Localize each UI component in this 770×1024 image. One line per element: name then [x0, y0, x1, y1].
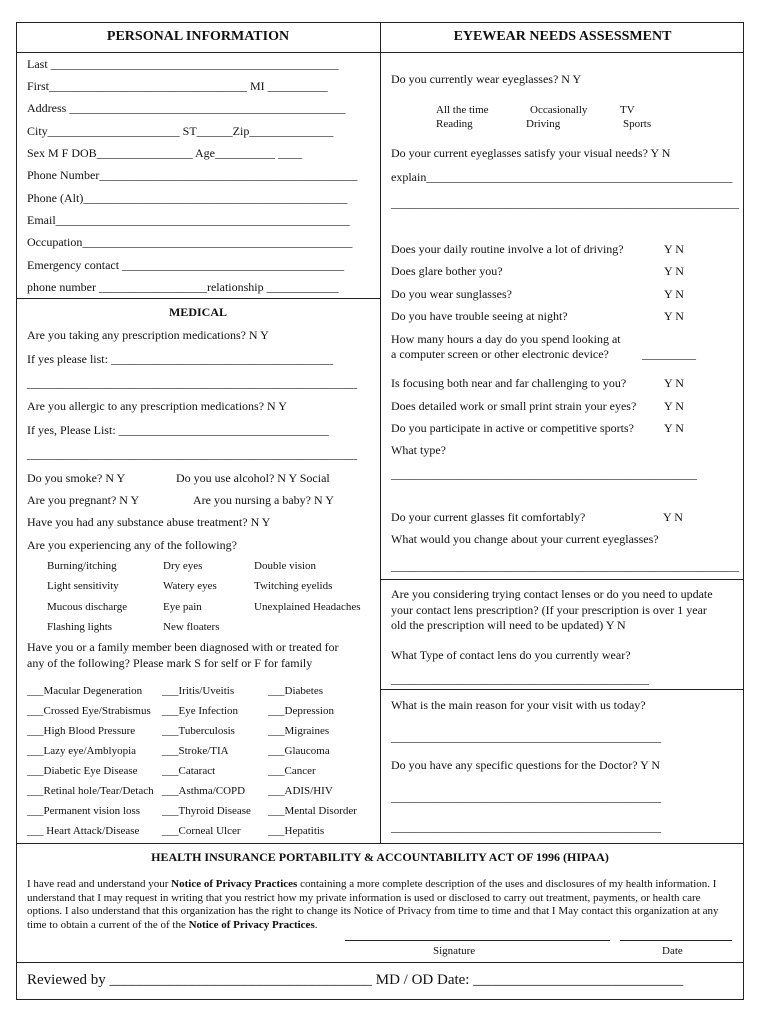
symptom-item[interactable]: Mucous discharge: [47, 601, 128, 613]
family-history-question-line1: Have you or a family member been diagnosed with or treated for: [27, 640, 339, 654]
yes-no-answer[interactable]: Y N: [664, 287, 684, 301]
yes-no-answer[interactable]: Y N: [664, 421, 684, 435]
symptom-item[interactable]: Dry eyes: [163, 560, 203, 572]
visit-reason-blank[interactable]: _____________________________________________: [391, 730, 661, 744]
occupation-field[interactable]: Occupation_____________________________________________: [27, 235, 353, 249]
explain-field[interactable]: explain___________________________________________________: [391, 170, 733, 184]
yes-no-question: Is focusing both near and far challenging to you?: [391, 376, 627, 390]
yes-no-answer[interactable]: Y N: [664, 376, 684, 390]
medical-heading: MEDICAL: [168, 305, 227, 319]
symptom-item[interactable]: Double vision: [254, 560, 317, 572]
doctor-questions-blank-2[interactable]: _____________________________________________: [391, 820, 661, 834]
option-sports[interactable]: Sports: [623, 118, 652, 130]
sports-type-blank[interactable]: ___________________________________________________: [391, 467, 697, 481]
privacy-notice-ref: Notice of Privacy Practices: [171, 878, 298, 890]
condition-item[interactable]: ___Tuberculosis: [162, 725, 235, 737]
contacts-rule-top: [380, 579, 744, 580]
condition-item[interactable]: ___Migraines: [268, 725, 330, 737]
change-glasses-blank[interactable]: __________________________________________________________: [391, 559, 739, 573]
condition-item[interactable]: ___ADIS/HIV: [268, 785, 333, 797]
yes-no-answer[interactable]: Y N: [664, 399, 684, 413]
condition-item[interactable]: ___Asthma/COPD: [162, 785, 246, 797]
signature-line[interactable]: [345, 940, 610, 941]
condition-item[interactable]: ___Macular Degeneration: [27, 685, 143, 697]
condition-item[interactable]: ___Diabetic Eye Disease: [27, 765, 138, 777]
explain-blank-line[interactable]: __________________________________________________________: [391, 196, 739, 210]
date-label: Date: [662, 945, 683, 957]
condition-item[interactable]: ___Crossed Eye/Strabismus: [27, 705, 151, 717]
condition-item[interactable]: ___Iritis/Uveitis: [162, 685, 235, 697]
screen-hours-blank[interactable]: _________: [642, 347, 696, 361]
condition-item[interactable]: ___Hepatitis: [268, 825, 325, 837]
email-field[interactable]: Email_________________________________________________: [27, 213, 350, 227]
allergy-list-field[interactable]: If yes, Please List: ___________________________________: [27, 423, 329, 437]
yes-no-answer[interactable]: Y N: [664, 264, 684, 278]
screen-hours-question-line1: How many hours a day do you spend looking at: [391, 332, 621, 346]
yes-no-answer[interactable]: Y N: [664, 242, 684, 256]
prescription-meds-list-field[interactable]: If yes please list: _____________________________________: [27, 352, 333, 366]
yes-no-question: Does glare bother you?: [391, 264, 503, 278]
hipaa-text: .: [314, 918, 318, 931]
condition-item[interactable]: ___Corneal Ulcer: [162, 825, 241, 837]
reviewed-by-field[interactable]: Reviewed by ___________________________________ MD / OD Date: ____________________________: [27, 972, 684, 988]
smoke-question[interactable]: Do you smoke? N Y: [27, 471, 126, 485]
symptom-item[interactable]: Eye pain: [163, 601, 202, 613]
address-field[interactable]: Address ______________________________________________: [27, 101, 346, 115]
allergy-blank-line[interactable]: _______________________________________________________: [27, 447, 357, 461]
symptom-item[interactable]: Light sensitivity: [47, 580, 119, 592]
option-occasionally[interactable]: Occasionally: [530, 104, 588, 116]
contacts-question-line3[interactable]: old the prescription will need to be updated) Y N: [391, 618, 626, 632]
symptom-item[interactable]: Burning/itching: [47, 560, 117, 572]
column-divider: [380, 22, 381, 844]
yes-no-answer[interactable]: Y N: [664, 309, 684, 323]
doctor-questions-blank-1[interactable]: _____________________________________________: [391, 790, 661, 804]
sports-type-question: What type?: [391, 443, 446, 457]
contact-type-question: What Type of contact lens do you currently wear?: [391, 648, 631, 662]
condition-item[interactable]: ___ Heart Attack/Disease: [27, 825, 140, 837]
screen-hours-question-line2: a computer screen or other electronic device?: [391, 347, 609, 361]
symptom-item[interactable]: Twitching eyelids: [254, 580, 333, 592]
symptom-item[interactable]: Watery eyes: [163, 580, 217, 592]
contacts-rule-bottom: [380, 689, 744, 690]
condition-item[interactable]: ___Diabetes: [268, 685, 323, 697]
yes-no-question: Does your daily routine involve a lot of driving?: [391, 242, 624, 256]
wear-eyeglasses-question[interactable]: Do you currently wear eyeglasses? N Y: [391, 72, 582, 86]
option-driving[interactable]: Driving: [526, 118, 561, 130]
header-rule: [16, 52, 744, 53]
date-line[interactable]: [620, 940, 732, 941]
hipaa-heading: HEALTH INSURANCE PORTABILITY & ACCOUNTABILITY ACT OF 1996 (HIPAA): [151, 850, 609, 864]
visit-reason-question: What is the main reason for your visit with us today?: [391, 698, 646, 712]
symptom-item[interactable]: Unexplained Headaches: [254, 601, 361, 613]
glasses-fit-answer[interactable]: Y N: [663, 510, 683, 524]
footer-rule: [16, 962, 744, 963]
hipaa-paragraph: [27, 878, 735, 932]
allergic-question[interactable]: Are you allergic to any prescription medications? N Y: [27, 399, 287, 413]
first-name-field[interactable]: First_________________________________ MI __________: [27, 79, 328, 93]
emergency-phone-relationship-field[interactable]: phone number __________________relationship ____________: [27, 280, 339, 294]
yes-no-question: Do you participate in active or competitive sports?: [391, 421, 634, 435]
alcohol-question[interactable]: Do you use alcohol? N Y Social: [176, 471, 330, 485]
contacts-question-line2: your contact lens prescription? (If your prescription is over 1 year: [391, 603, 707, 617]
doctor-questions-question[interactable]: Do you have any specific questions for the Doctor? Y N: [391, 758, 661, 772]
condition-item[interactable]: ___Stroke/TIA: [162, 745, 229, 757]
sex-dob-age-field[interactable]: Sex M F DOB________________ Age__________ ____: [27, 146, 303, 160]
family-history-question-line2: any of the following? Please mark S for self or F for family: [27, 656, 313, 670]
pregnant-question[interactable]: Are you pregnant? N Y: [27, 493, 140, 507]
symptom-item[interactable]: Flashing lights: [47, 621, 113, 633]
meds-blank-line[interactable]: _______________________________________________________: [27, 376, 357, 390]
condition-item[interactable]: ___Mental Disorder: [268, 805, 357, 817]
nursing-question[interactable]: Are you nursing a baby? N Y: [193, 493, 334, 507]
emergency-contact-field[interactable]: Emergency contact _____________________________________: [27, 258, 345, 272]
eyewear-assessment-heading: EYEWEAR NEEDS ASSESSMENT: [453, 29, 672, 44]
condition-item[interactable]: ___Lazy eye/Amblyopia: [27, 745, 137, 757]
phone-alt-field[interactable]: Phone (Alt)____________________________________________: [27, 191, 348, 205]
signature-label: Signature: [433, 945, 476, 957]
hipaa-text: containing a more complete description of the uses and disclosures of my health information. I understand that I may request in writing that you restrict how my private information is used or disclosed to carry out treatment, payments, or health care options. I also understand that this organization has the right to change its Notice of Privacy from time to time and that I May contact this organization at any time to obtain a current of the of the: [27, 878, 719, 931]
condition-item[interactable]: ___High Blood Pressure: [27, 725, 136, 737]
option-tv[interactable]: TV: [620, 104, 635, 116]
privacy-notice-ref: Notice of Privacy Practices: [188, 918, 315, 931]
glasses-fit-question: Do your current glasses fit comfortably?: [391, 510, 586, 524]
condition-item[interactable]: ___Retinal hole/Tear/Detach: [27, 785, 154, 797]
condition-item[interactable]: ___Depression: [268, 705, 334, 717]
experiencing-question: Are you experiencing any of the following?: [27, 538, 237, 552]
hipaa-rule: [16, 843, 744, 844]
contact-type-blank[interactable]: ___________________________________________: [391, 672, 649, 686]
substance-question[interactable]: Have you had any substance abuse treatment? N Y: [27, 515, 271, 529]
medical-rule: [16, 298, 380, 299]
hipaa-text: I have read and understand your: [27, 878, 172, 890]
city-state-zip-field[interactable]: City______________________ ST______Zip______________: [27, 124, 334, 138]
yes-no-question: Do you wear sunglasses?: [391, 287, 512, 301]
yes-no-question: Do you have trouble seeing at night?: [391, 309, 568, 323]
condition-item[interactable]: ___Cancer: [268, 765, 316, 777]
phone-number-field[interactable]: Phone Number___________________________________________: [27, 168, 358, 182]
condition-item[interactable]: ___Eye Infection: [162, 705, 239, 717]
contacts-question-line1: Are you considering trying contact lenses or do you need to update: [391, 587, 713, 601]
condition-item[interactable]: ___Cataract: [162, 765, 216, 777]
condition-item[interactable]: ___Glaucoma: [268, 745, 330, 757]
yes-no-question: Does detailed work or small print strain your eyes?: [391, 399, 637, 413]
option-reading[interactable]: Reading: [436, 118, 473, 130]
last-name-field[interactable]: Last ________________________________________________: [27, 57, 339, 71]
satisfy-needs-question[interactable]: Do your current eyeglasses satisfy your visual needs? Y N: [391, 146, 671, 160]
condition-item[interactable]: ___Permanent vision loss: [27, 805, 141, 817]
personal-information-heading: PERSONAL INFORMATION: [106, 29, 290, 44]
symptom-item[interactable]: New floaters: [163, 621, 220, 633]
condition-item[interactable]: ___Thyroid Disease: [162, 805, 251, 817]
change-glasses-question: What would you change about your current eyeglasses?: [391, 532, 659, 546]
prescription-meds-question[interactable]: Are you taking any prescription medications? N Y: [27, 328, 269, 342]
option-all-the-time[interactable]: All the time: [436, 104, 489, 116]
